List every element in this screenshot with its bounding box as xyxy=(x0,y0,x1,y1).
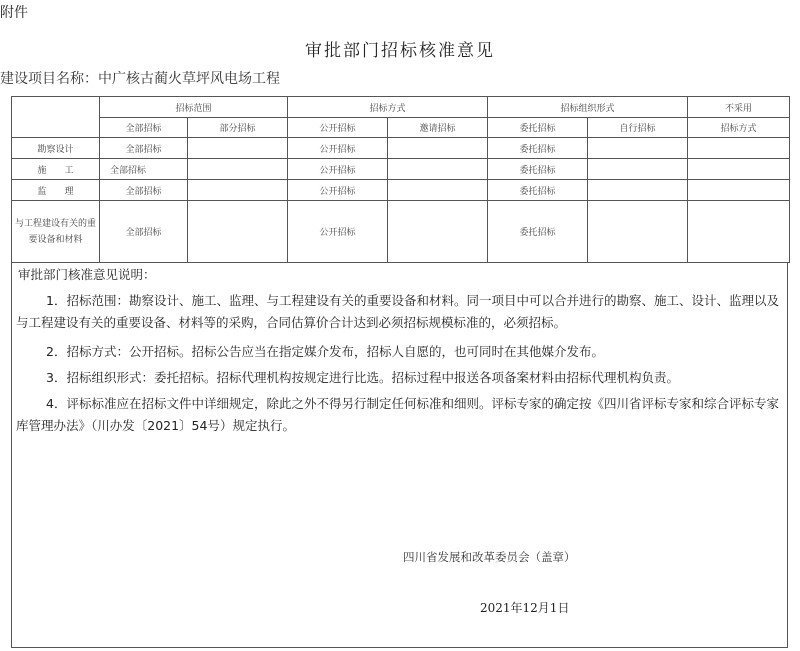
cell-invite xyxy=(388,201,488,263)
table-row xyxy=(12,180,790,201)
cell-open: 公开招标 xyxy=(288,159,388,180)
cell-open: 公开招标 xyxy=(288,201,388,263)
cell-partial xyxy=(188,159,288,180)
signature: 四川省发展和改革委员会（盖章） xyxy=(403,550,576,564)
row-label: 与工程建设有关的重要设备和材料 xyxy=(12,201,100,263)
cell-invite xyxy=(388,159,488,180)
row-label: 监 理 xyxy=(12,180,100,201)
cell-open: 公开招标 xyxy=(288,180,388,201)
attachment-label: 附件 xyxy=(0,5,28,21)
opinion-paragraph-2 xyxy=(16,341,784,363)
cell-partial xyxy=(188,138,288,159)
opinion-heading: 审批部门核准意见说明： xyxy=(18,267,156,282)
cell-not-used xyxy=(688,138,790,159)
cell-partial xyxy=(188,180,288,201)
group-not-used-line1: 不采用 xyxy=(688,97,790,118)
row-label: 勘察设计 xyxy=(12,138,100,159)
cell-full: 全部招标 xyxy=(100,159,188,180)
cell-invite xyxy=(388,138,488,159)
opinion-text-1: 1．招标范围：勘察设计、施工、监理、与工程建设有关的重要设备和材料。同一项目中可以合并进行的勘察、施工、设计、监理以及与工程建设有关的重要设备、材料等的采购，合同估算价合计达到必须招标规模标准的，必须招标。 xyxy=(16,293,779,330)
header-row-groups xyxy=(12,97,790,118)
cell-open: 公开招标 xyxy=(288,138,388,159)
group-method: 招标方式 xyxy=(288,97,488,118)
opinion-text-3: 3．招标组织形式：委托招标。招标代理机构按规定进行比选。招标过程中报送各项备案材料由招标代理机构负责。 xyxy=(46,370,679,385)
corner-cell xyxy=(12,97,100,138)
cell-invite xyxy=(388,180,488,201)
cell-not-used xyxy=(688,201,790,263)
opinion-paragraph-3 xyxy=(16,367,784,389)
document-title: 审批部门招标核准意见 xyxy=(305,41,495,61)
subhead-partial: 部分招标 xyxy=(188,118,288,138)
subhead-full: 全部招标 xyxy=(100,118,188,138)
group-org: 招标组织形式 xyxy=(488,97,688,118)
subhead-invite: 邀请招标 xyxy=(388,118,488,138)
opinion-text-4: 4．评标标准应在招标文件中详细规定，除此之外不得另行制定任何标准和细则。评标专家的确定按《四川省评标专家和综合评标专家库管理办法》（川办发〔2021〕54号）规定执行。 xyxy=(16,396,779,433)
subhead-entrust: 委托招标 xyxy=(488,118,588,138)
approval-table xyxy=(11,96,790,263)
signature-date: 2021年12月1日 xyxy=(480,601,570,615)
cell-self xyxy=(588,180,688,201)
cell-not-used xyxy=(688,180,790,201)
subhead-open: 公开招标 xyxy=(288,118,388,138)
project-name: 建设项目名称：中广核古蔺火草坪风电场工程 xyxy=(0,71,280,87)
cell-full: 全部招标 xyxy=(100,138,188,159)
table-row xyxy=(12,159,790,180)
opinion-paragraph-1 xyxy=(16,290,784,334)
subhead-self: 自行招标 xyxy=(588,118,688,138)
cell-entrust: 委托招标 xyxy=(488,201,588,263)
cell-not-used xyxy=(688,159,790,180)
cell-partial xyxy=(188,201,288,263)
opinion-box xyxy=(11,262,788,648)
cell-self xyxy=(588,201,688,263)
cell-self xyxy=(588,138,688,159)
table-row xyxy=(12,201,790,263)
row-label: 施 工 xyxy=(12,159,100,180)
opinion-paragraph-4 xyxy=(16,393,784,437)
cell-full: 全部招标 xyxy=(100,180,188,201)
group-scope: 招标范围 xyxy=(100,97,288,118)
cell-entrust: 委托招标 xyxy=(488,138,588,159)
group-not-used-line2: 招标方式 xyxy=(688,118,790,138)
cell-entrust: 委托招标 xyxy=(488,159,588,180)
cell-entrust: 委托招标 xyxy=(488,180,588,201)
opinion-text-2: 2．招标方式：公开招标。招标公告应当在指定媒介发布，招标人自愿的，也可同时在其他媒介发布。 xyxy=(46,344,604,359)
cell-full: 全部招标 xyxy=(100,201,188,263)
table-row xyxy=(12,138,790,159)
cell-self xyxy=(588,159,688,180)
header-row-subheads xyxy=(12,118,790,138)
